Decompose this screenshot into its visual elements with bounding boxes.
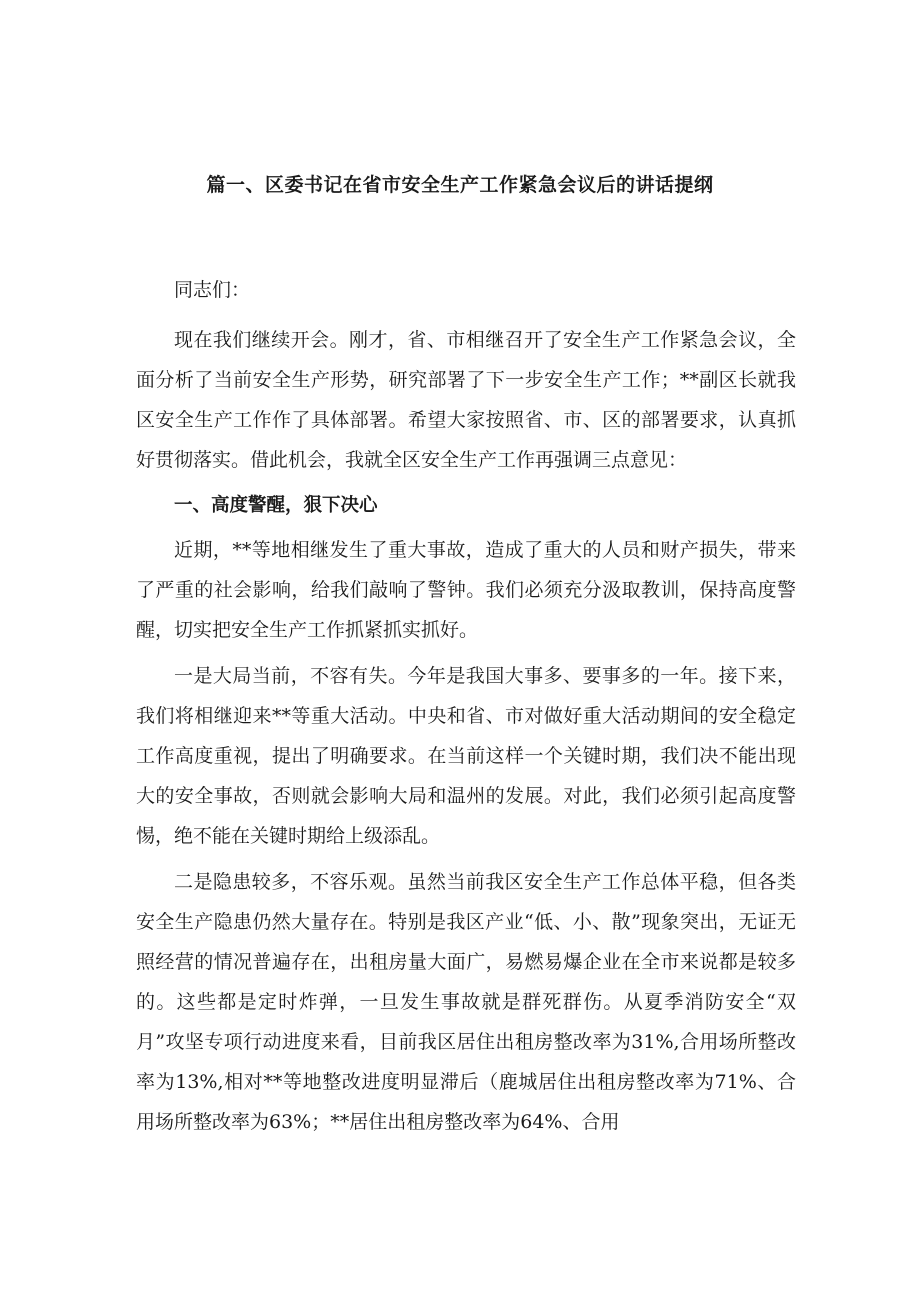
section-heading: 一、高度警醒，狠下决心 — [174, 495, 378, 516]
document-title: 篇一、区委书记在省市安全生产工作紧急会议后的讲话提纲 — [206, 174, 714, 196]
greeting: 同志们： — [174, 279, 251, 301]
paragraph-point-one: 一是大局当前，不容有失。今年是我国大事多、要事多的一年。接下来，我们将相继迎来**等重大活动。中央和省、市对做好重大活动期间的安全稳定工作高度重视，提出了明确要求。在当前这样一个关键时期，我们决不能出现大的安全事故，否则就会影响大局和温州的发展。对此，我们必须引起高度警惕，绝不能在关键时期给上级添乱。 — [136, 665, 796, 847]
document-body — [136, 270, 796, 1148]
paragraph-recent-accidents: 近期，**等地相继发生了重大事故，造成了重大的人员和财产损失，带来了严重的社会影响，给我们敲响了警钟。我们必须充分汲取教训，保持高度警醒，切实把安全生产工作抓紧抓实抓好。 — [136, 539, 796, 641]
paragraph-point-two: 二是隐患较多，不容乐观。虽然当前我区安全生产工作总体平稳，但各类安全生产隐患仍然大量存在。特别是我区产业“低、小、散”现象突出，无证无照经营的情况普遍存在，出租房量大面广，易燃易爆企业在全市来说都是较多的。这些都是定时炸弹，一旦发生事故就是群死群伤。从夏季消防安全“双月”攻坚专项行动进度来看，目前我区居住出租房整改率为31%,合用场所整改率为13%,相对**等地整改进度明显滞后（鹿城居住出租房整改率为71%、合用场所整改率为63%；**居住出租房整改率为64%、合用 — [136, 871, 796, 1133]
paragraph-intro: 现在我们继续开会。刚才，省、市相继召开了安全生产工作紧急会议，全面分析了当前安全生产形势，研究部署了下一步安全生产工作；**副区长就我区安全生产工作作了具体部署。希望大家按照省、市、区的部署要求，认真抓好贯彻落实。借此机会，我就全区安全生产工作再强调三点意见： — [136, 329, 796, 471]
